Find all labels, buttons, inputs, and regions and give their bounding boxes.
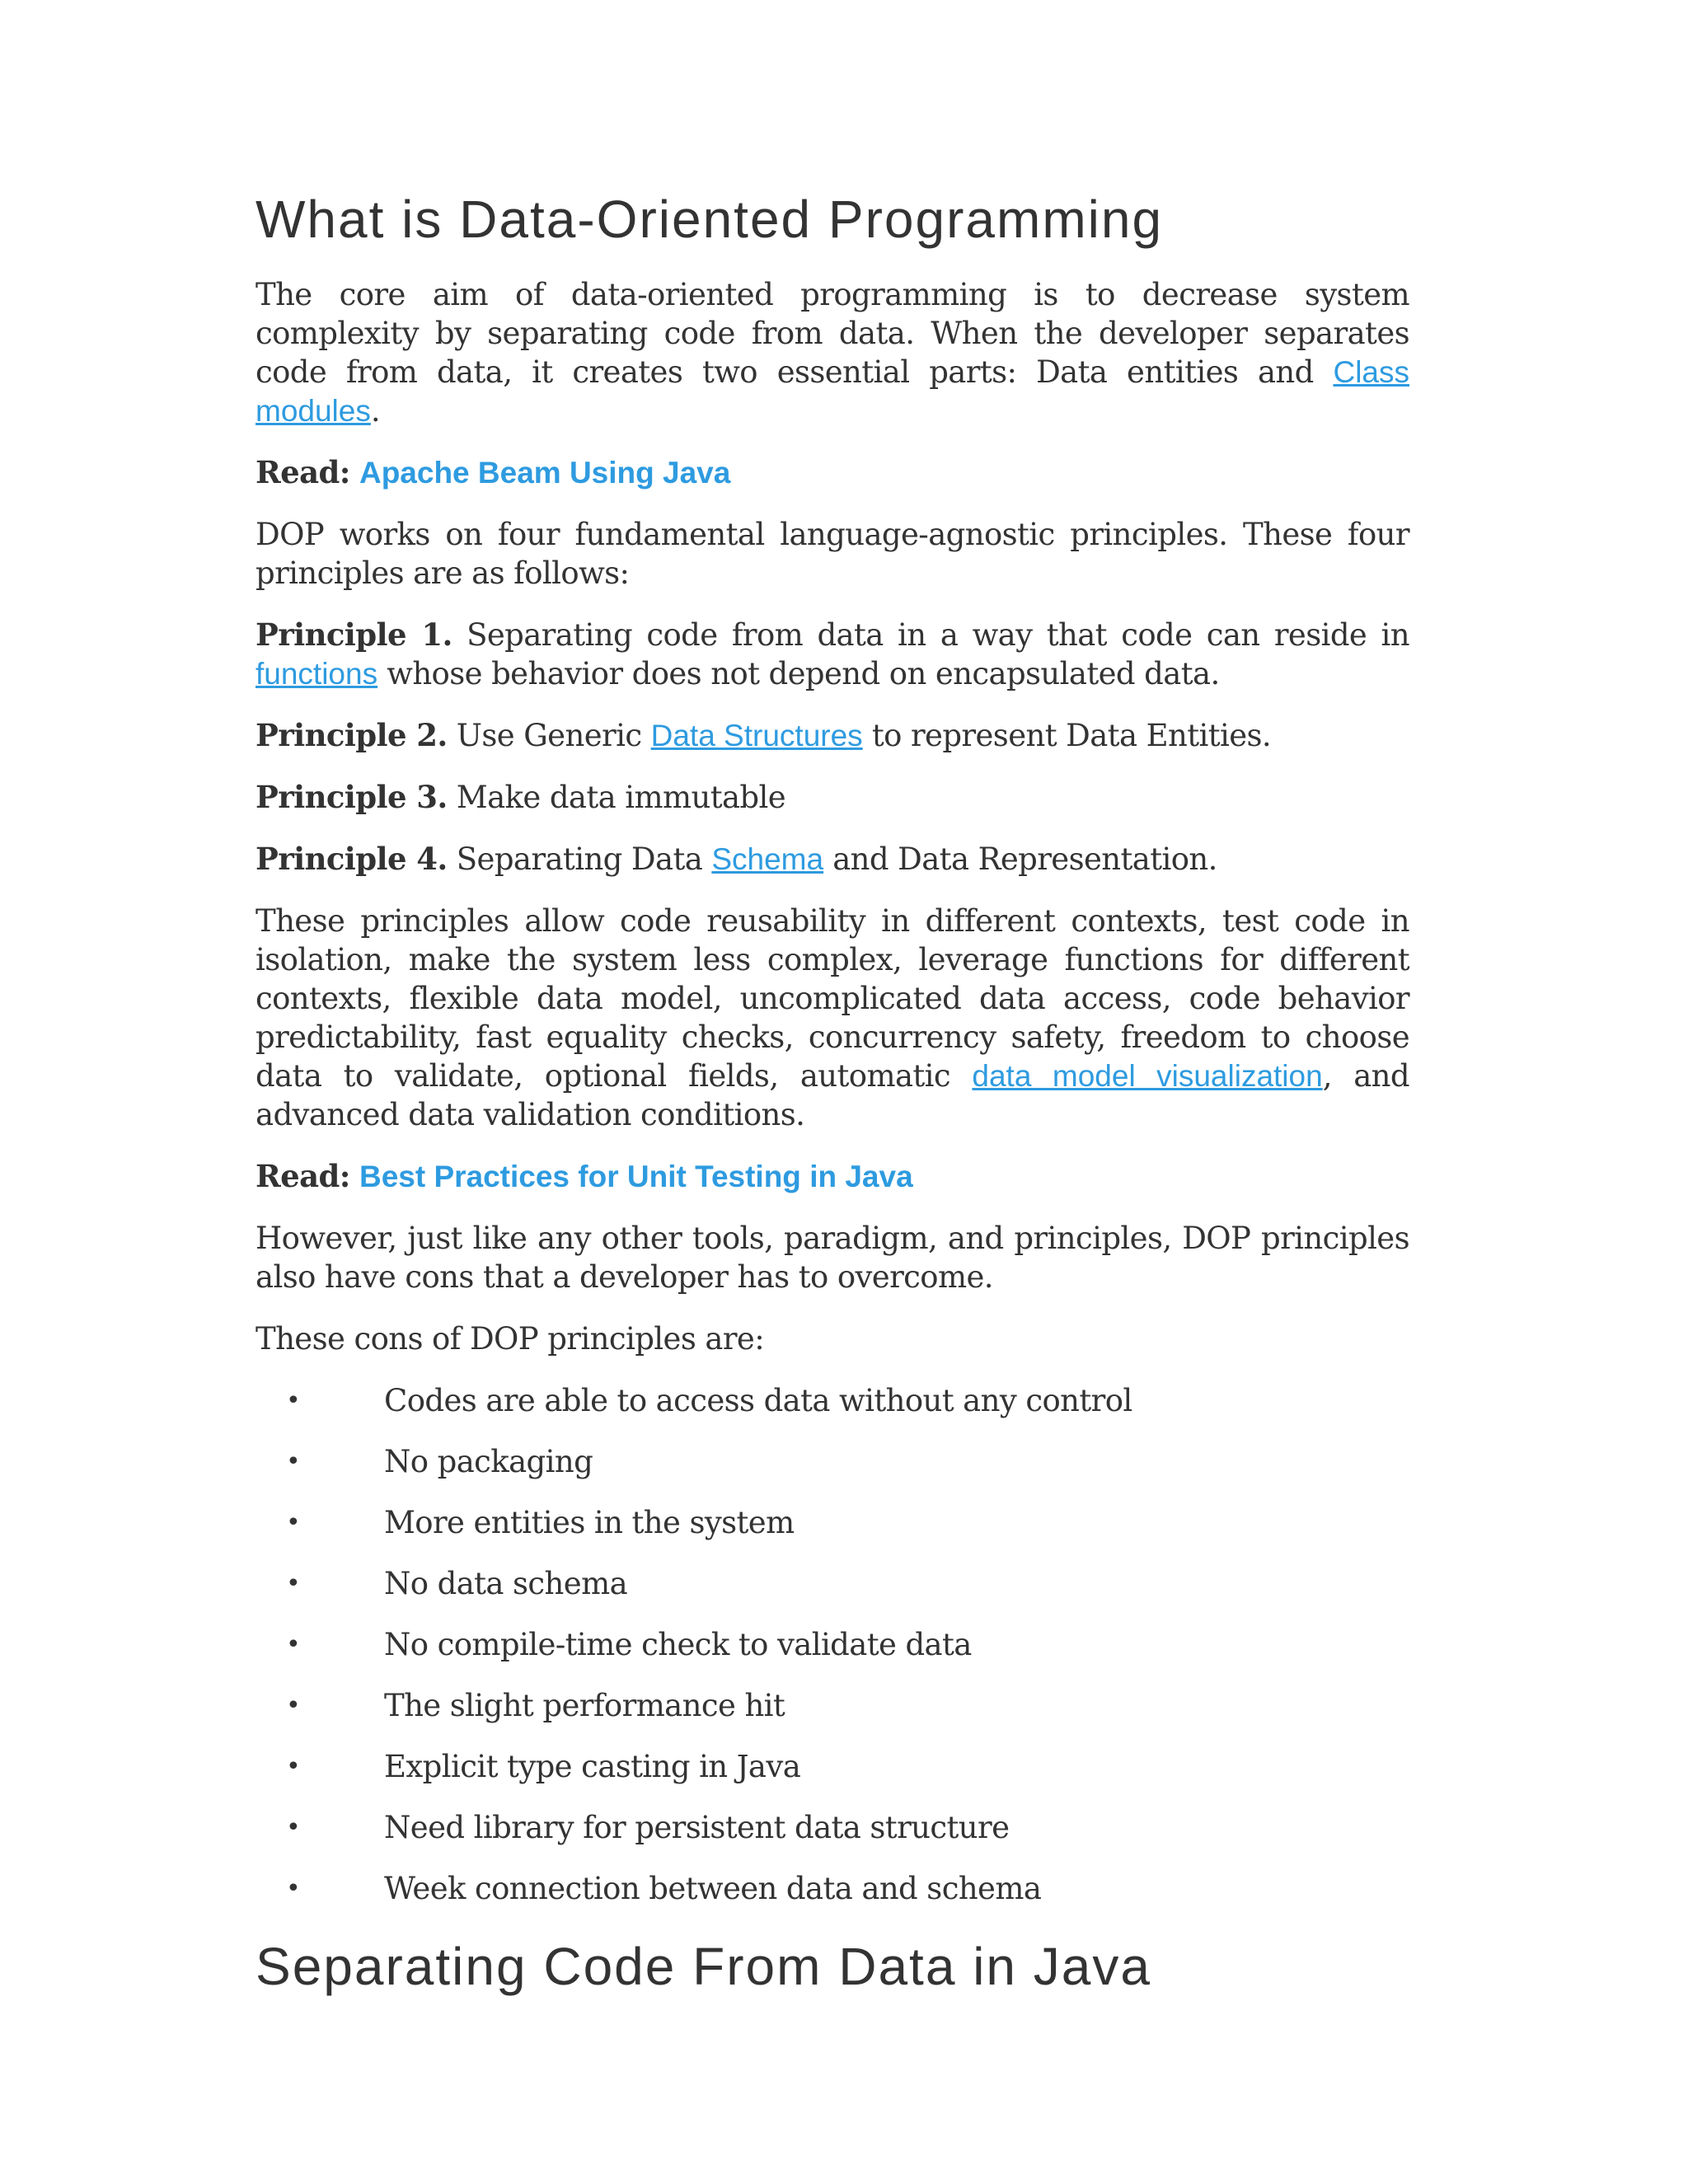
list-item-text: Week connection between data and schema [384,1871,1042,1906]
principle-text: to represent Data Entities. [862,718,1272,753]
unit-testing-link[interactable]: Best Practices for Unit Testing in Java [359,1160,913,1193]
benefits-paragraph [256,902,1409,1134]
list-item [286,1747,1409,1786]
benefits-text: These principles allow code reusability in different contexts, test code in isolation, make the system less complex, leverage functions for different contexts, flexible data model, uncomplicated data access, code behavior predictability, fast equality checks, concurrency safety, freedom to choose data to validate, optional fields, automatic [256,903,1409,1094]
page-title: What is Data-Oriented Programming [256,190,1164,249]
list-item-text: Need library for persistent data structure [384,1810,1010,1845]
bullet-icon: • [286,1569,301,1598]
list-item-text: Codes are able to access data without any control [384,1383,1132,1418]
apache-beam-link[interactable]: Apache Beam Using Java [359,456,731,490]
principle-label: Principle 2. [256,717,448,753]
bullet-icon: • [286,1752,301,1781]
list-item-text: Explicit type casting in Java [384,1749,801,1784]
data-model-visualization-link[interactable]: data model visualization [972,1059,1323,1093]
principle-text: and Data Representation. [823,841,1217,877]
bullet-icon: • [286,1386,301,1415]
bullet-icon: • [286,1813,301,1842]
principle-2 [256,716,1409,755]
principle-text: whose behavior does not depend on encapsulated data. [377,656,1220,691]
list-item-text: More entities in the system [384,1505,795,1540]
list-item [286,1625,1409,1664]
schema-link[interactable]: Schema [711,842,824,876]
principle-1 [256,616,1409,693]
bullet-icon: • [286,1691,301,1720]
article-body [256,183,1409,2003]
bullet-icon: • [286,1447,301,1476]
read-apache-beam [256,453,1409,492]
dop-intro-paragraph: DOP works on four fundamental language-agnostic principles. These four principles are as follows: [256,517,1409,591]
principle-text: Use Generic [447,718,651,753]
bullet-icon: • [286,1508,301,1537]
cons-list [256,1381,1409,1908]
cons-intro: These cons of DOP principles are: [256,1321,765,1357]
principle-text: Separating Data [447,841,712,877]
read-label: Read: [256,454,350,490]
list-item [286,1381,1409,1420]
intro-paragraph [256,275,1409,430]
bullet-icon: • [286,1874,301,1903]
benefits-text: , and advanced data validation conditions. [256,1058,1409,1132]
intro-text: The core aim of data-oriented programming is to decrease system complexity by separating code from data. When the developer separates code from data, it creates two essential parts: Data entities and [256,277,1409,390]
bullet-icon: • [286,1630,301,1659]
list-item [286,1442,1409,1481]
list-item [286,1503,1409,1542]
principle-4 [256,840,1409,879]
list-item-text: No compile-time check to validate data [384,1627,972,1662]
data-structures-link[interactable]: Data Structures [650,719,863,752]
list-item-text: No data schema [384,1566,628,1601]
principle-3 [256,778,1409,817]
principle-label: Principle 1. [256,616,452,653]
principle-text: Separating code from data in a way that code can reside in [452,617,1409,653]
list-item [286,1869,1409,1908]
list-item [286,1808,1409,1847]
principle-text: Make data immutable [447,780,786,815]
principle-label: Principle 4. [256,841,448,877]
list-item-text: The slight performance hit [384,1688,785,1723]
section-title: Separating Code From Data in Java [256,1937,1151,1996]
however-paragraph: However, just like any other tools, paradigm, and principles, DOP principles also have cons that a developer has to overcome. [256,1221,1409,1295]
list-item-text: No packaging [384,1444,593,1479]
intro-end: . [370,393,381,429]
read-label: Read: [256,1158,350,1194]
class-modules-link[interactable]: Class modules [256,355,1409,428]
list-item [286,1564,1409,1603]
functions-link[interactable]: functions [256,657,378,691]
list-item [286,1686,1409,1725]
read-unit-testing [256,1157,1409,1196]
principle-label: Principle 3. [256,779,448,815]
